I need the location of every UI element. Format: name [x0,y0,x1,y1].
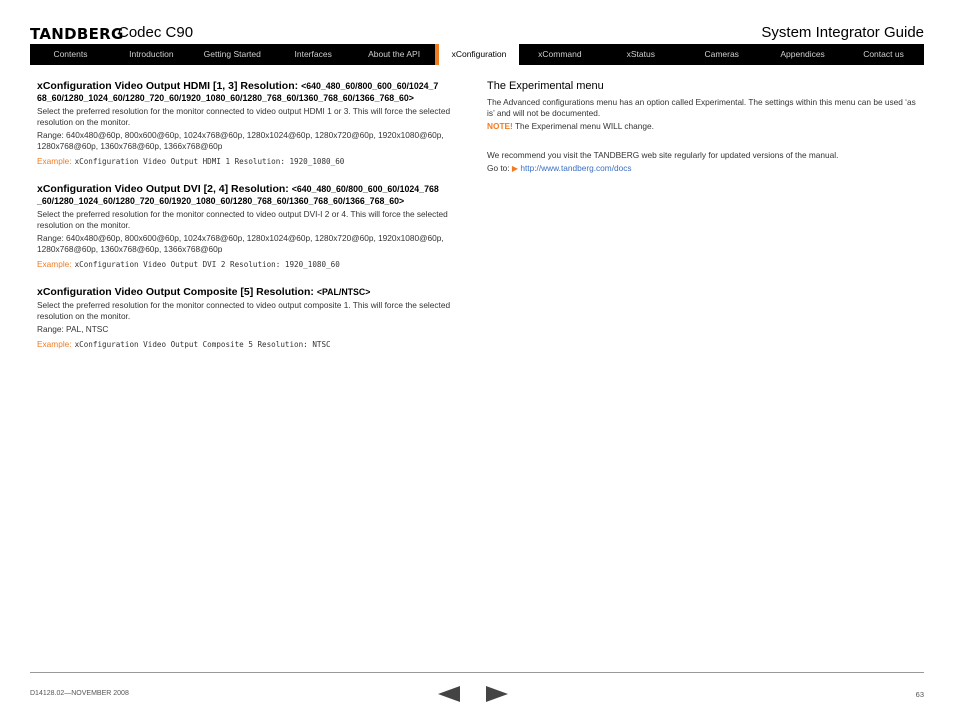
command-range: Range: PAL, NTSC [37,324,109,334]
command-params: <640_480_60/800_600_60/1024_768 [291,184,439,194]
command-example [37,259,465,270]
right-column [487,80,924,176]
left-column [37,80,465,366]
tab-contents[interactable]: Contents [53,49,88,59]
example-code: xConfiguration Video Output DVI 2 Resolution: 1920_1080_60 [74,260,340,269]
docs-link[interactable]: http://www.tandberg.com/docs [520,163,632,173]
experimental-text: The Advanced configurations menu has an option called Experimental. The settings within this menu can be used ‘as is’ and will not be documented. [487,97,916,118]
command-description: Select the preferred resolution for the monitor connected to video output HDMI 1 or 3. This will force the selected resolution on the monitor. [37,106,451,127]
example-label: Example: [37,259,72,269]
command-params: 68_60/1280_1024_60/1280_720_60/1920_1080_60/1280_768_60/1360_768_60/1366_768_60> [37,93,414,103]
previous-page-button[interactable] [438,686,460,702]
goto-label: Go to: [487,163,510,173]
page-number: 63 [915,690,924,699]
command-params: <640_480_60/800_600_60/1024_7 [301,81,439,91]
arrow-right-icon [486,686,508,702]
recommend-text: We recommend you visit the TANDBERG web site regularly for updated versions of the manual. [487,150,839,160]
command-title: xConfiguration Video Output HDMI [1, 3] Resolution: <640_480_60/800_600_60/1024_7 68_60/1280_1024_60/1280_720_60/1920_1080_60/1280_768_60/1360_768_60/1366_768_60> [37,80,439,103]
example-label: Example: [37,339,72,349]
command-example [37,156,465,167]
command-params: _60/1280_1024_60/1280_720_60/1920_1080_60/1280_768_60/1360_768_60/1366_768_60> [37,196,405,206]
tab-introduction[interactable]: Introduction [129,49,174,59]
next-page-button[interactable] [486,686,508,702]
experimental-menu-title: The Experimental menu [487,80,604,92]
example-code: xConfiguration Video Output HDMI 1 Resolution: 1920_1080_60 [74,157,345,166]
command-range: Range: 640x480@60p, 800x600@60p, 1024x768@60p, 1280x1024@60p, 1280x720@60p, 1920x1080@60p, 1280x768@60p, 1360x768@60p, 1366x768@60p [37,130,444,151]
command-range: Range: 640x480@60p, 800x600@60p, 1024x768@60p, 1280x1024@60p, 1280x720@60p, 1920x1080@60p, 1280x768@60p, 1360x768@60p, 1366x768@60p [37,233,444,254]
product-name: Codec C90 [118,24,194,41]
tab-interfaces[interactable]: Interfaces [294,49,332,59]
arrow-right-icon: ▶ [511,164,519,173]
note-text: The Experimenal menu WILL change. [514,121,654,131]
tab-xstatus[interactable]: xStatus [626,49,655,59]
command-params: <PAL/NTSC> [316,287,371,297]
command-example [37,339,465,350]
arrow-left-icon [438,686,460,702]
tab-cameras[interactable]: Cameras [704,49,739,59]
command-description: Select the preferred resolution for the monitor connected to video output DVI-I 2 or 4. This will force the selected resolution on the monitor. [37,209,448,230]
page-header [30,24,924,44]
tab-xcommand[interactable]: xCommand [538,49,582,59]
note-label: NOTE! [487,121,513,131]
brand-logo: TANDBERG [30,25,124,43]
tab-xconfiguration[interactable]: xConfiguration [435,44,520,65]
tab-contact-us[interactable]: Contact us [863,49,904,59]
footer-divider [30,672,924,673]
command-hdmi-resolution [37,80,465,167]
footer-doc-id: D14128.02—NOVEMBER 2008 [30,690,129,697]
command-title: xConfiguration Video Output DVI [2, 4] Resolution: <640_480_60/800_600_60/1024_768 _60/1280_1024_60/1280_720_60/1920_1080_60/1280_768_60/1360_768_60/1366_768_60> [37,183,439,206]
command-dvi-resolution [37,183,465,270]
top-nav [30,44,924,65]
experimental-note [487,121,924,132]
example-label: Example: [37,156,72,166]
command-composite-resolution [37,286,465,350]
tab-getting-started[interactable]: Getting Started [203,49,261,59]
command-title: xConfiguration Video Output Composite [5] Resolution: <PAL/NTSC> [37,286,371,298]
tab-appendices[interactable]: Appendices [780,49,825,59]
tab-about-the-api[interactable]: About the API [368,49,421,59]
goto-line [487,163,924,174]
example-code: xConfiguration Video Output Composite 5 Resolution: NTSC [74,340,331,349]
guide-title: System Integrator Guide [761,24,924,41]
command-description: Select the preferred resolution for the monitor connected to video output composite 1. This will force the selected resolution on the monitor. [37,300,451,321]
